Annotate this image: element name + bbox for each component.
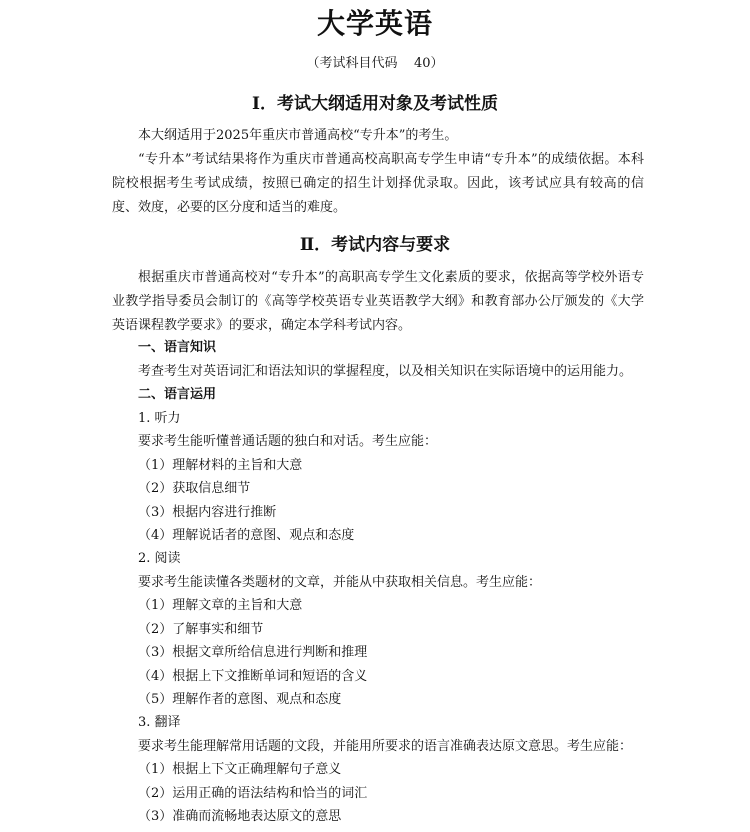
section1-heading: Ⅰ．考试大纲适用对象及考试性质 [252,94,498,114]
reading-intro: 要求考生能读懂各类题材的文章，并能从中获取相关信息。考生应能： [138,575,542,590]
translation-item: （2）运用正确的语法结构和恰当的词汇 [138,786,368,801]
listening-item: （2）获取信息细节 [138,481,251,496]
subject-code: （考试科目代码 40） [306,56,444,71]
reading-item: （3）根据文章所给信息进行判断和推理 [138,645,368,660]
document-title: 大学英语 [316,7,433,40]
translation-item: （3）准确而流畅地表达原文的意思 [138,809,342,824]
listening-item: （4）理解说话者的意图、观点和态度 [138,528,355,543]
section1-paragraph-2: “专升本”考试结果将作为重庆市普通高校高职高专学生申请“专升本”的成绩依据。本科院校根据考生考试成绩，按照已确定的招生计划择优录取。因此，该考试应具有较高的信度、效度，必要的区分度和适当的难度。 [112,152,644,215]
reading-item: （4）根据上下文推断单词和短语的含义 [138,669,368,684]
listening-item: （3）根据内容进行推断 [138,505,277,520]
section1-paragraph-1: 本大纲适用于2025年重庆市普通高校“专升本”的考生。 [138,128,458,143]
part1-text: 考查考生对英语词汇和语法知识的掌握程度，以及相关知识在实际语境中的运用能力。 [138,364,633,379]
reading-item: （5）理解作者的意图、观点和态度 [138,692,342,707]
part1-heading: 一、语言知识 [138,340,217,355]
listening-intro: 要求考生能听懂普通话题的独白和对话。考生应能： [138,434,438,449]
section2-intro-paragraph: 根据重庆市普通高校对“专升本”的高职高专学生文化素质的要求，依据高等学校外语专业教学指导委员会制订的《高等学校英语专业英语教学大纲》和教育部办公厅颁发的《大学英语课程教学要求》的要求，确定本学科考试内容。 [112,270,644,333]
translation-intro: 要求考生能理解常用话题的文段，并能用所要求的语言准确表达原文意思。考生应能： [138,739,633,754]
reading-item: （2）了解事实和细节 [138,622,264,637]
section2-heading: Ⅱ．考试内容与要求 [299,235,451,255]
listening-heading: 1. 听力 [138,411,181,426]
reading-heading: 2. 阅读 [138,551,181,566]
translation-item: （1）根据上下文正确理解句子意义 [138,762,342,777]
reading-item: （1）理解文章的主旨和大意 [138,598,303,613]
translation-heading: 3. 翻译 [138,715,181,730]
listening-item: （1）理解材料的主旨和大意 [138,458,303,473]
part2-heading: 二、语言运用 [138,387,217,402]
